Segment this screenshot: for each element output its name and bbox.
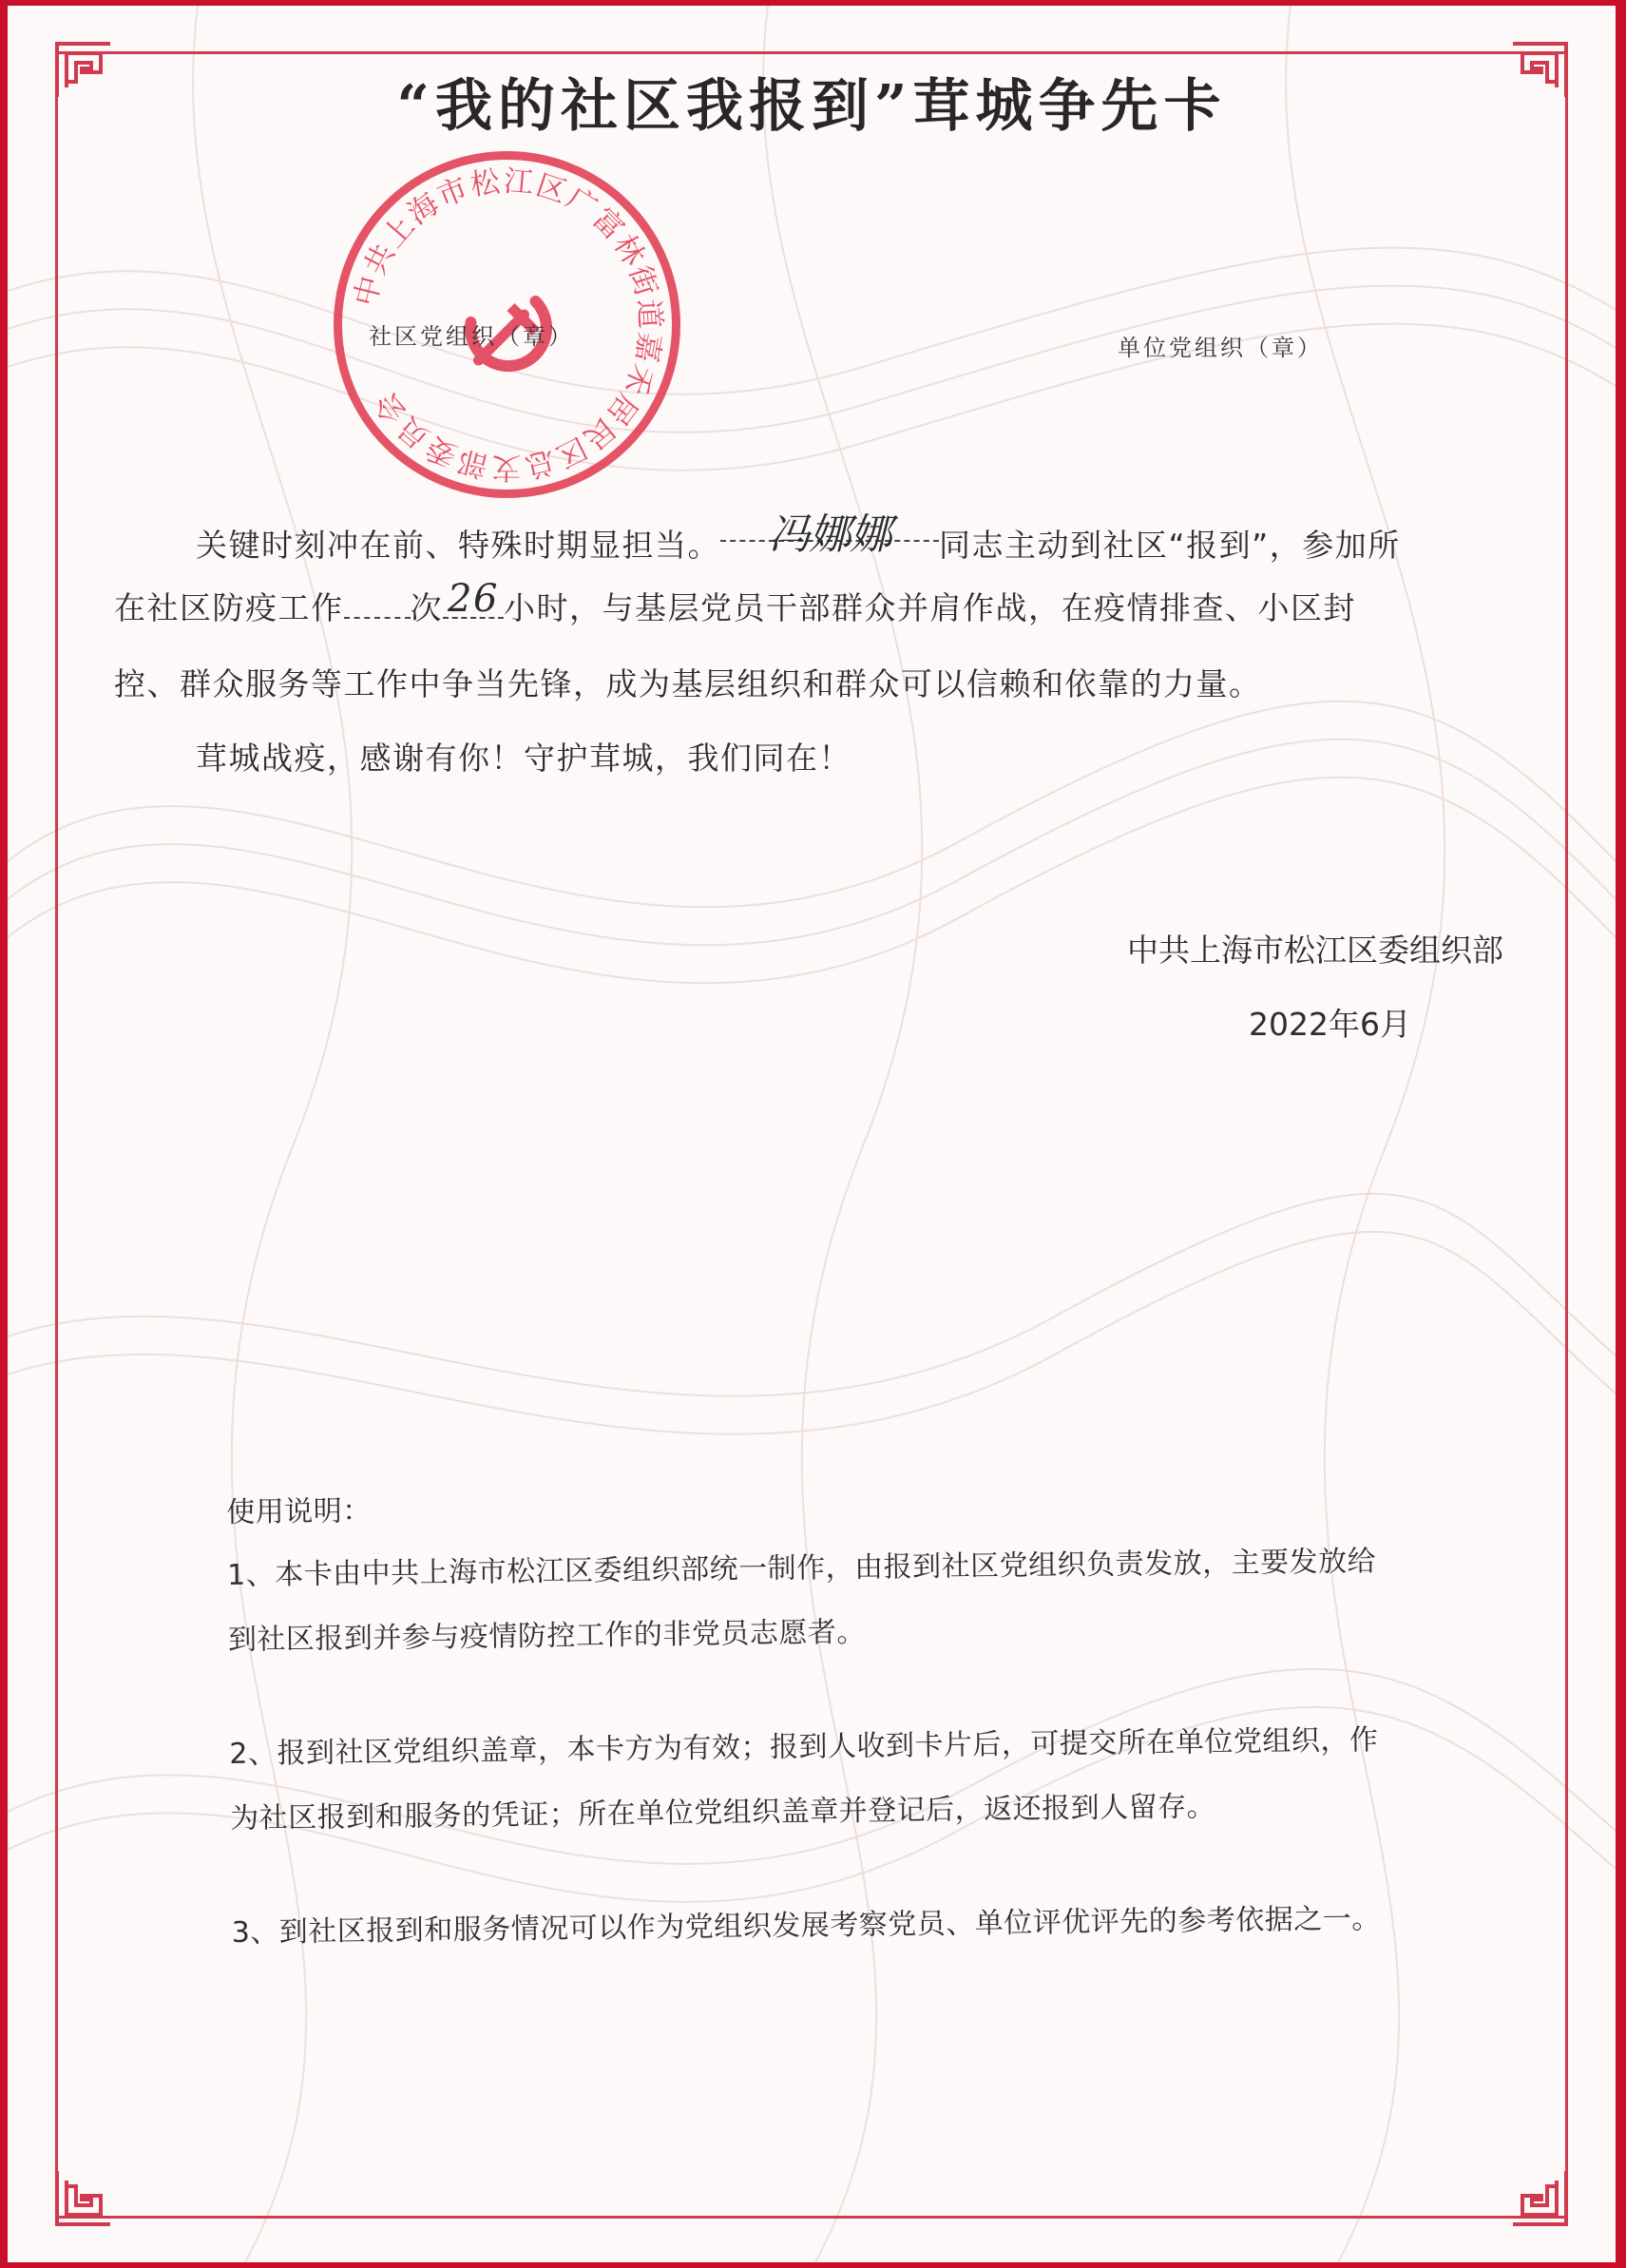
service-count-blank [344,585,411,619]
community-seal-label: 社区党组织（章） [369,323,574,350]
body-line-1-prefix: 关键时刻冲在前、特殊时期显担当。 [196,527,720,564]
body-line-2 [114,577,1356,628]
handwritten-volunteer-name: 冯娜娜 [768,510,891,559]
issuer-name: 中共上海市松江区委组织部 [1127,932,1503,969]
body-line-3: 控、群众服务等工作中争当先锋，成为基层组织和群众可以信赖和依靠的力量。 [114,665,1262,702]
service-count-unit: 次 [410,589,443,626]
handwritten-service-hours: 26 [448,577,499,621]
issue-date: 2022年6月 [1249,1006,1411,1043]
body-line-1 [196,508,1401,566]
frame-corner-ornament-icon [1509,2167,1570,2228]
commendation-card [8,6,1616,2262]
body-line-1-suffix: 同志主动到社区“报到”，参加所 [939,527,1401,564]
usage-note-3-line-1: 3、到社区报到和服务情况可以作为党组织发展考察党员、单位评优评先的参考依据之一。 [231,1902,1381,1950]
usage-note-2-line-1: 2、报到社区党组织盖章，本卡方为有效；报到人收到卡片后，可提交所在单位党组织，作 [229,1723,1379,1771]
card-title: “我的社区我报到”茸城争先卡 [396,73,1227,140]
frame-corner-ornament-icon [53,2167,114,2228]
stamp-ring-text: 中共上海市松江区广富林街道嘉禾居民区总支部委员会 [348,163,668,485]
decorative-frame [55,51,1568,2219]
usage-note-1-line-1: 1、本卡由中共上海市松江区委组织部统一制作，由报到社区党组织负责发放，主要发放给 [226,1545,1377,1592]
body-line-4: 茸城战疫，感谢有你！守护茸城，我们同在！ [196,740,851,777]
unit-seal-label: 单位党组织（章） [1118,335,1323,361]
service-hours-blank [443,577,504,621]
usage-note-2-line-2: 为社区报到和服务的凭证；所在单位党组织盖章并登记后，返还报到人留存。 [230,1790,1216,1836]
body-line-2-prefix: 在社区防疫工作 [114,589,344,626]
usage-notes-heading: 使用说明： [226,1494,373,1529]
volunteer-name-blank [720,508,939,559]
body-line-2-suffix: 小时，与基层党员干部群众并肩作战，在疫情排查、小区封 [504,589,1356,626]
usage-note-1-line-2: 到社区报到并参与疫情防控工作的非党员志愿者。 [227,1615,867,1657]
